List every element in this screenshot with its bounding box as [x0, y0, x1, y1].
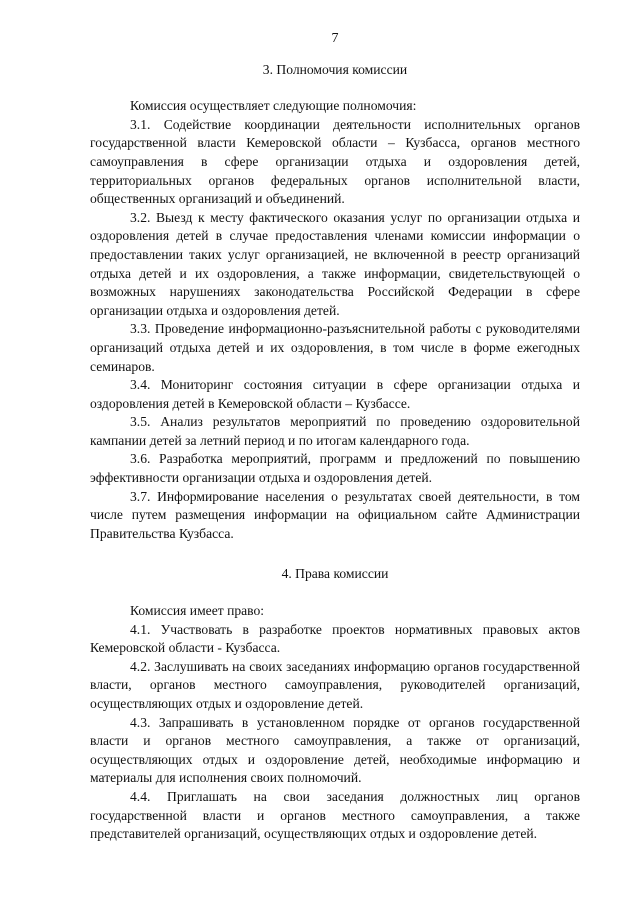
paragraph-3-2: 3.2. Выезд к месту фактического оказания услуг по организации отдыха и оздоровления детей в случае предоставления членами комиссии информации о предоставлении таких услуг организацией, не включенной в реестр организаций отдыха детей и их оздоровления, а также информации, свидетельствующей о возможных нарушениях законодательства Российской Федерации в сфере организации отдыха и оздоровления детей.: [90, 209, 580, 318]
paragraph-3-7: 3.7. Информирование населения о результатах своей деятельности, в том числе путем размещения информации на официальном сайте Администрации Правительства Кузбасса.: [90, 488, 580, 541]
paragraph-4-2: 4.2. Заслушивать на своих заседаниях информацию органов государственной власти, органов местного самоуправления, руководителей организаций, осуществляющих отдых и оздоровление детей.: [90, 658, 580, 711]
paragraph-3-3: 3.3. Проведение информационно-разъяснительной работы с руководителями организаций отдыха детей и их оздоровления, в том числе в форме ежегодных семинаров.: [90, 321, 580, 374]
section-3-intro: Комиссия осуществляет следующие полномочия:: [130, 98, 417, 114]
paragraph-3-4: 3.4. Мониторинг состояния ситуации в сфере организации отдыха и оздоровления детей в Кемеровской области – Кузбассе.: [90, 377, 580, 411]
section-3-heading: 3. Полномочия комиссии: [262, 61, 408, 77]
section-4-heading: 4. Права комиссии: [281, 566, 389, 582]
paragraph-4-1: 4.1. Участвовать в разработке проектов нормативных правовых актов Кемеровской области - Кузбасса.: [90, 621, 580, 656]
paragraph-3-5: 3.5. Анализ результатов мероприятий по проведению оздоровительной кампании детей за летний период и по итогам календарного года.: [90, 414, 580, 448]
paragraph-3-1: 3.1. Содействие координации деятельности исполнительных органов государственной власти Кемеровской области – Кузбасса, органов местного самоуправления в сфере организации отдыха и оздоровления детей, территориальных органов федеральных органов исполнительной власти, общественных организаций и объединений.: [90, 116, 580, 207]
paragraph-4-3: 4.3. Запрашивать в установленном порядке от органов государственной власти и органов местного самоуправления, а также от организаций, осуществляющих отдых и оздоровление детей, необходимые информацию и материалы для исполнения своих полномочий.: [90, 714, 580, 786]
paragraph-3-6: 3.6. Разработка мероприятий, программ и предложений по повышению эффективности организации отдыха и оздоровления детей.: [90, 451, 580, 486]
document-page: [90, 30, 580, 844]
section-gap: [90, 543, 580, 565]
section-4-intro: Комиссия имеет право:: [130, 603, 265, 619]
page-number: 7: [331, 31, 339, 46]
paragraph-4-4: 4.4. Приглашать на свои заседания должностных лиц органов государственной власти и органов местного самоуправления, а также представителей организаций, осуществляющих отдых и оздоровление детей.: [90, 788, 580, 842]
